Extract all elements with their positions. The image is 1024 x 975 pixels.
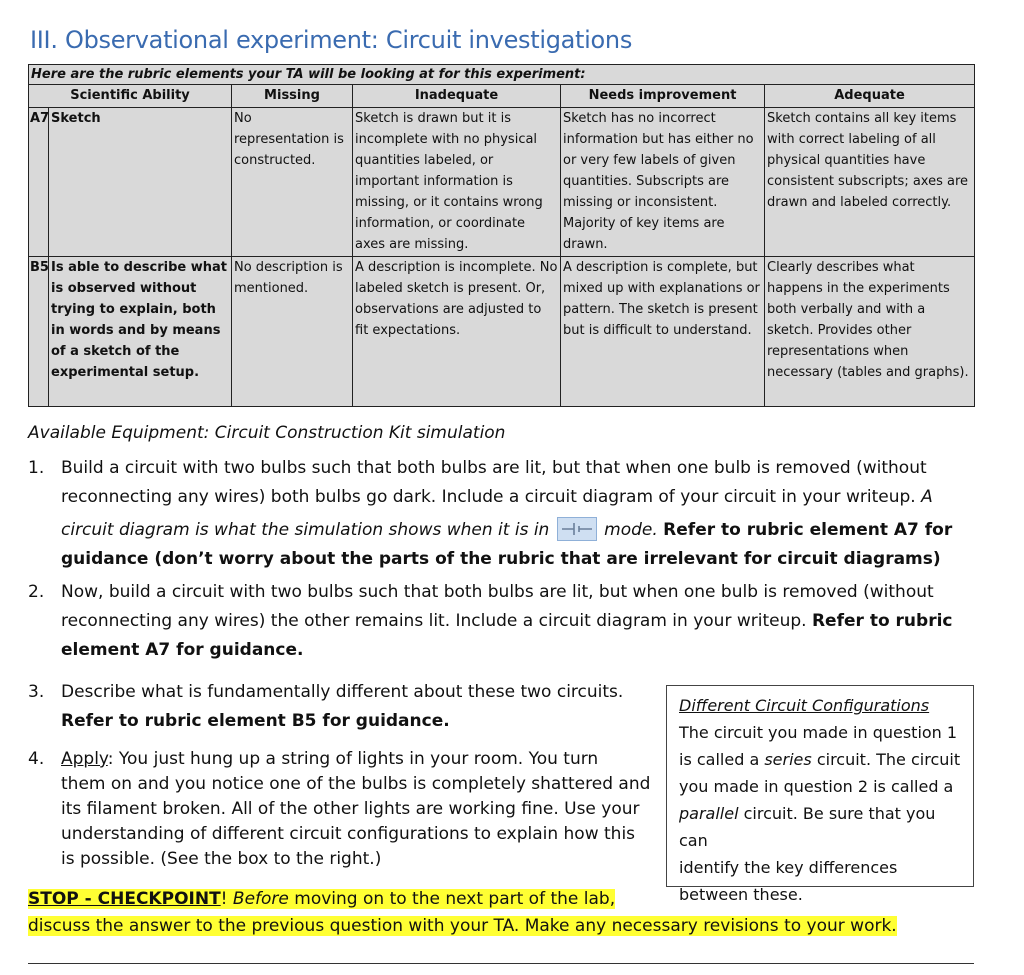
page-title: III. Observational experiment: Circuit investigations (30, 26, 633, 54)
header-needs-improvement: Needs improvement (561, 85, 765, 108)
header-adequate: Adequate (765, 85, 975, 108)
box-heading: Different Circuit Configurations (679, 696, 930, 715)
q1-line-4: guidance (don’t worry about the parts of the rubric that are irrelevant for circuit diagrams) (61, 549, 941, 569)
header-inadequate: Inadequate (353, 85, 561, 108)
row-missing: No description is mentioned. (232, 257, 353, 407)
row-code: B5 (29, 257, 49, 407)
checkpoint-label: STOP - CHECKPOINT (28, 889, 221, 909)
q1-line-2-italic: A (921, 487, 933, 507)
box-line-3: you made in question 2 is called a (679, 777, 954, 796)
question-4 (28, 747, 658, 877)
circuit-schematic-mode-icon (557, 517, 597, 541)
checkpoint-line-2-text: discuss the answer to the previous question with your TA. Make any necessary revisions to your work. (28, 916, 897, 936)
q4-line-5: is possible. (See the box to the right.) (61, 849, 382, 869)
q4-line-2: them on and you notice one of the bulbs is completely shattered and (61, 774, 651, 794)
row-inadequate: Sketch is drawn but it is incomplete with no physical quantities labeled, or important information is missing, or it contains wrong information, or coordinate axes are missing. (353, 108, 561, 257)
q1-line-2-text: reconnecting any wires) both bulbs go dark. Include a circuit diagram of your circuit in your writeup. (61, 487, 916, 507)
rubric-row-b5 (29, 257, 975, 407)
q1-line-3-italic: circuit diagram is what the simulation shows when it is in (61, 520, 550, 540)
question-number: 2. (28, 582, 45, 602)
q4-line-1-text: : You just hung up a string of lights in your room. You turn (107, 749, 599, 769)
box-line-5: identify the key differences (679, 858, 898, 877)
checkpoint-exclamation: ! (220, 889, 228, 909)
header-scientific-ability: Scientific Ability (29, 85, 232, 108)
checkpoint-line-1-text: moving on to the next part of the lab, (294, 889, 616, 909)
row-inadequate: A description is incomplete. No labeled sketch is present. Or, observations are adjusted to fit expectations. (353, 257, 561, 407)
box-series-term: series (764, 750, 812, 769)
q1-mode-text: mode. (604, 520, 658, 540)
box-line-1: The circuit you made in question 1 (679, 723, 958, 742)
question-2 (28, 578, 974, 668)
box-parallel-term: parallel (679, 804, 739, 823)
q4-apply-label: Apply (61, 749, 108, 769)
row-adequate: Sketch contains all key items with correct labeling of all physical quantities have consistent subscripts; axes are drawn and labeled correctly. (765, 108, 975, 257)
row-ability: Is able to describe what is observed without trying to explain, both in words and by means of a sketch of the experimental setup. (49, 257, 232, 407)
row-needs-improvement: Sketch has no incorrect information but has either no or very few labels of given quantities. Subscripts are missing or inconsistent. Majority of key items are drawn. (561, 108, 765, 257)
circuit-configurations-box (666, 685, 974, 904)
q1-line-1: Build a circuit with two bulbs such that both bulbs are lit, but that when one bulb is removed (without (61, 458, 927, 478)
row-code: A7 (29, 108, 49, 257)
q4-line-1 (61, 747, 661, 772)
q2-line-2-text: reconnecting any wires) the other remains lit. Include a circuit diagram in your writeup. (61, 611, 807, 631)
box-line-4b: circuit. Be sure that you can (679, 804, 936, 850)
q4-line-4: understanding of different circuit configurations to explain how this (61, 824, 636, 844)
row-adequate: Clearly describes what happens in the experiments both verbally and with a sketch. Provides other representations when necessary (tables and graphs). (765, 257, 975, 407)
row-needs-improvement: A description is complete, but mixed up with explanations or pattern. The sketch is present but is difficult to understand. (561, 257, 765, 407)
q1-rubric-ref: Refer to rubric element A7 for (663, 520, 953, 540)
available-equipment: Available Equipment: Circuit Construction Kit simulation (28, 423, 506, 443)
q2-line-2 (61, 607, 973, 636)
q3-line-2: Refer to rubric element B5 for guidance. (61, 711, 450, 731)
row-ability: Sketch (49, 108, 232, 257)
box-line-2a: is called a (679, 750, 760, 769)
q2-rubric-ref: Refer to rubric (811, 611, 953, 631)
q1-line-3 (61, 516, 973, 545)
bottom-divider (28, 963, 974, 964)
box-line-4 (679, 800, 961, 854)
row-missing: No representation is constructed. (232, 108, 353, 257)
q3-line-1: Describe what is fundamentally different about these two circuits. (61, 682, 624, 702)
checkpoint-line-1 (28, 886, 897, 913)
box-line-2 (679, 746, 961, 773)
rubric-header-row (29, 85, 975, 108)
checkpoint-before: Before (232, 889, 289, 909)
box-line-6: between these. (679, 885, 803, 904)
q2-line-3: element A7 for guidance. (61, 640, 304, 660)
question-1 (28, 454, 974, 574)
question-3 (28, 678, 658, 738)
checkpoint-line-2 (28, 913, 897, 940)
q4-line-3: its filament broken. All of the other lights are working fine. Use your (61, 799, 640, 819)
rubric-table (28, 64, 975, 407)
question-number: 1. (28, 458, 45, 478)
q2-line-1: Now, build a circuit with two bulbs such that both bulbs are lit, but when one bulb is removed (without (61, 582, 934, 602)
rubric-row-a7 (29, 108, 975, 257)
question-number: 4. (28, 749, 45, 769)
rubric-caption: Here are the rubric elements your TA will be looking at for this experiment: (29, 65, 975, 85)
box-line-2c: circuit. The circuit (816, 750, 961, 769)
q1-line-2 (61, 483, 973, 512)
question-number: 3. (28, 682, 45, 702)
checkpoint-notice (28, 886, 897, 940)
header-missing: Missing (232, 85, 353, 108)
